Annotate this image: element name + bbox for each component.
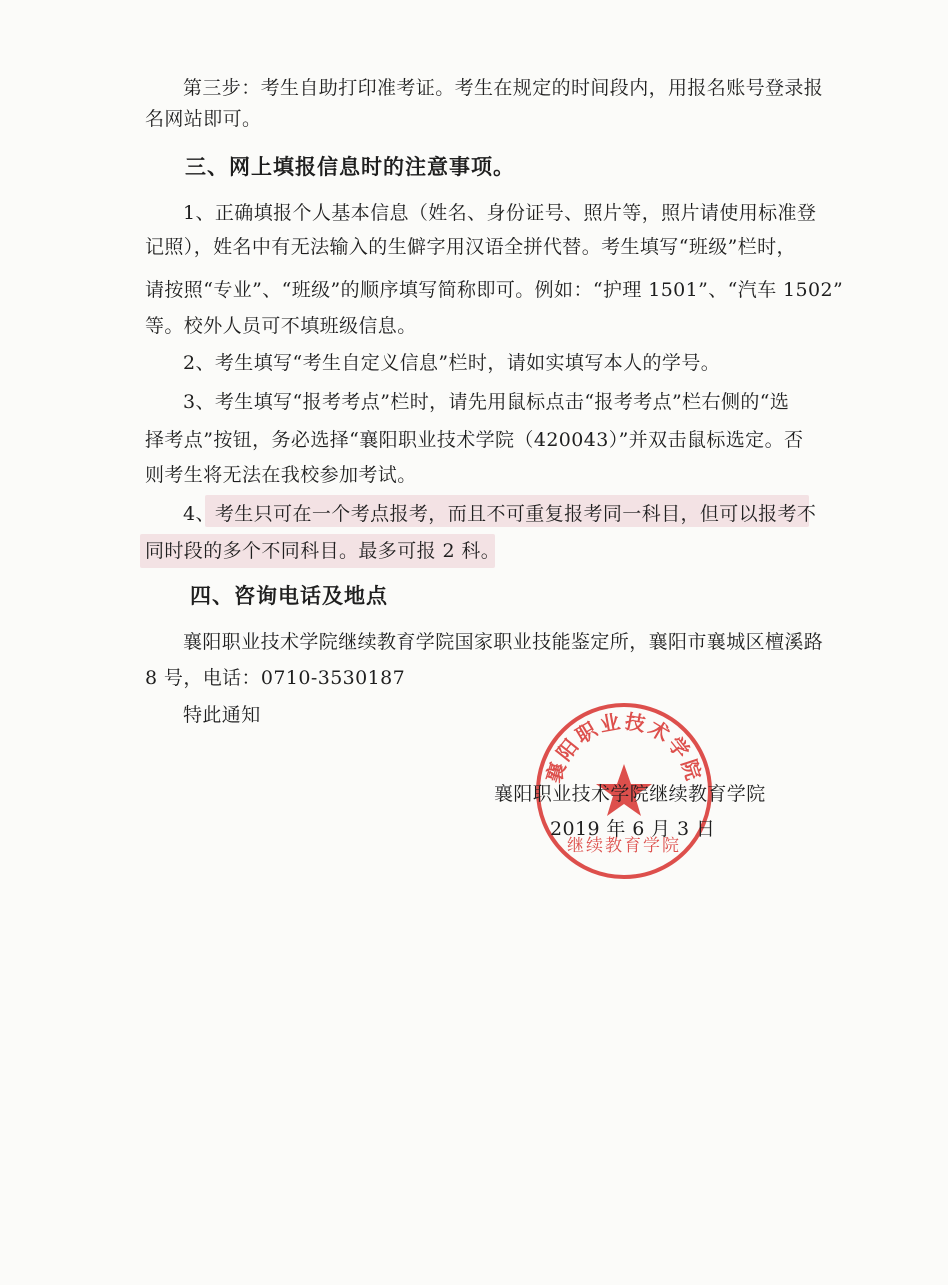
section-4-heading: 四、咨询电话及地点 [190,583,388,608]
item1-line-4: 等。校外人员可不填班级信息。 [145,315,417,337]
signature-date: 2019 年 6 月 3 日 [550,818,716,840]
closing-text: 特此通知 [183,704,261,726]
step3-line-2: 名网站即可。 [145,108,262,130]
item3-line-1: 3、考生填写“报考考点”栏时，请先用鼠标点击“报考考点”栏右侧的“选 [183,391,790,413]
step3-line-1: 第三步：考生自助打印准考证。考生在规定的时间段内，用报名账号登录报 [183,77,824,99]
seal-ring-text: 襄阳职业技术学院 [541,709,707,786]
item3-line-3: 则考生将无法在我校参加考试。 [145,464,417,486]
item1-line-2: 记照），姓名中有无法输入的生僻字用汉语全拼代替。考生填写“班级”栏时， [145,236,796,258]
item4-line-2: 同时段的多个不同科目。最多可报 2 科。 [145,540,501,562]
item1-line-1: 1、正确填报个人基本信息（姓名、身份证号、照片等，照片请使用标准登 [183,202,817,224]
section-3-heading: 三、网上填报信息时的注意事项。 [185,154,515,179]
contact-line-2: 8 号，电话：0710-3530187 [145,667,406,689]
seal-bottom-text: 继续教育学院 [567,836,681,856]
item1-line-3: 请按照“专业”、“班级”的顺序填写简称即可。例如：“护理 1501”、“汽车 1502” [145,279,844,301]
signature-org: 襄阳职业技术学院继续教育学院 [494,783,766,805]
item2-line-1: 2、考生填写“考生自定义信息”栏时，请如实填写本人的学号。 [183,352,721,374]
item4-line-1: 4、考生只可在一个考点报考，而且不可重复报考同一科目，但可以报考不 [183,503,817,525]
item3-line-2: 择考点”按钮，务必选择“襄阳职业技术学院（420043）”并双击鼠标选定。否 [145,429,804,451]
contact-line-1: 襄阳职业技术学院继续教育学院国家职业技能鉴定所，襄阳市襄城区檀溪路 [183,631,824,653]
